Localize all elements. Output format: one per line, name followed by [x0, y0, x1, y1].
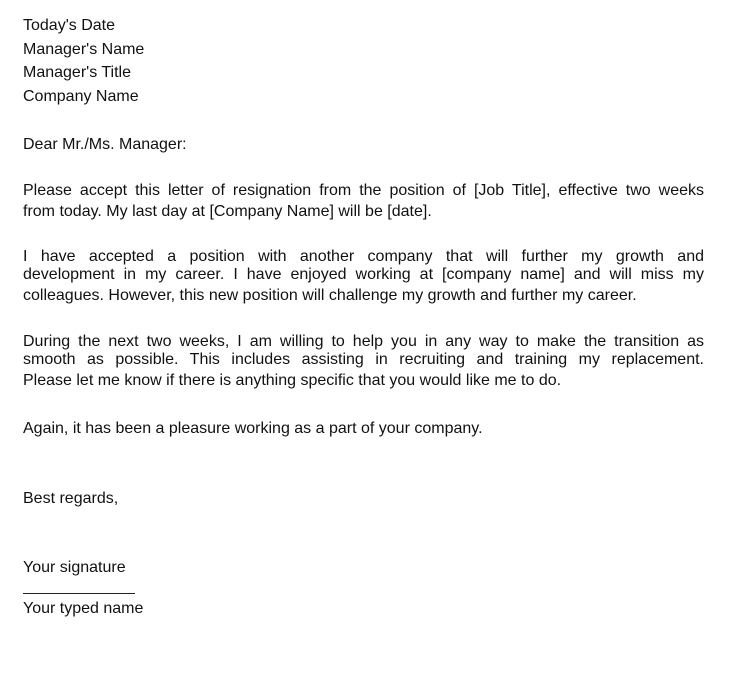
typed-name: Your typed name [23, 599, 144, 617]
paragraph-new-position [23, 248, 704, 308]
letter-header [23, 14, 704, 108]
paragraph-line: smooth as possible. This includes assisting in recruiting and training my replacement. [23, 350, 704, 368]
header-date: Today's Date [23, 17, 115, 34]
paragraph-line: I have accepted a position with another company that will further my growth and [23, 248, 704, 265]
header-manager-title: Manager's Title [23, 64, 131, 81]
salutation: Dear Mr./Ms. Manager: [23, 136, 187, 153]
header-company-name: Company Name [23, 87, 139, 105]
paragraph-transition [23, 333, 704, 393]
paragraph-line: Again, it has been a pleasure working as a part of your company. [23, 420, 483, 437]
paragraph-resignation [23, 182, 704, 224]
paragraph-line: colleagues. However, this new position will challenge my growth and further my career. [23, 287, 637, 304]
header-manager-name: Manager's Name [23, 40, 145, 58]
signature-label: Your signature [23, 559, 126, 576]
resignation-letter [23, 14, 704, 620]
paragraph-line: Please let me know if there is anything specific that you would like me to do. [23, 371, 562, 389]
paragraph-thanks [23, 417, 704, 441]
signature-line [23, 593, 135, 594]
paragraph-line: development in my career. I have enjoyed working at [company name] and will miss my [23, 266, 704, 283]
paragraph-line: During the next two weeks, I am willing to help you in any way to make the transition as [23, 332, 704, 350]
closing: Best regards, [23, 489, 119, 507]
paragraph-line: from today. My last day at [Company Name] will be [date]. [23, 202, 432, 220]
paragraph-line: Please accept this letter of resignation from the position of [Job Title], effective two weeks [23, 181, 704, 199]
